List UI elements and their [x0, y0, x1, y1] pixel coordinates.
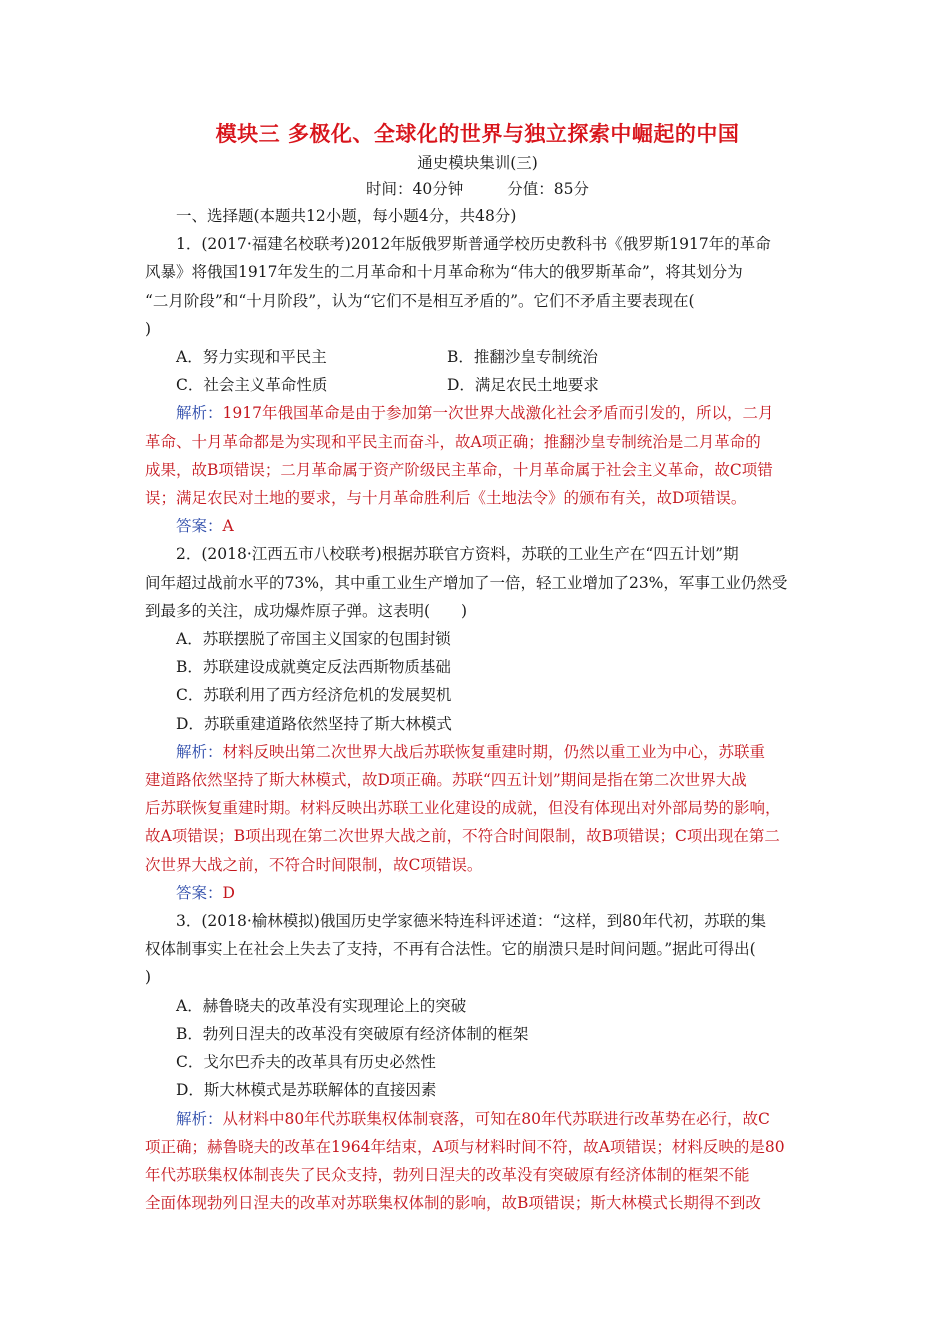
answer-label: 答案：	[176, 517, 223, 536]
analysis-line: 1917年俄国革命是由于参加第一次世界大战激化社会矛盾而引发的，所以，二月	[222, 404, 774, 423]
question-stem-line: 1．(2017·福建名校联考)2012年版俄罗斯普通学校历史教科书《俄罗斯1917年的革命	[176, 235, 771, 254]
answer-value: A	[222, 517, 234, 536]
analysis	[145, 1105, 810, 1133]
analysis-label: 解析：	[176, 1109, 223, 1128]
option-d: D．斯大林模式是苏联解体的直接因素	[176, 1081, 437, 1100]
option-row	[145, 343, 810, 371]
question-stem-line: “二月阶段”和“十月阶段”，认为“它们不是相互矛盾的”。它们不矛盾主要表现在(	[145, 291, 695, 310]
question-2	[145, 540, 810, 907]
analysis-line: 误；满足农民对土地的要求，与十月革命胜利后《土地法令》的颁布有关，故D项错误。	[145, 489, 747, 508]
option-b: B．推翻沙皇专制统治	[447, 348, 598, 367]
analysis-line: 后苏联恢复重建时期。材料反映出苏联工业化建设的成就，但没有体现出对外部局势的影响，	[145, 799, 781, 818]
question-stem-line: )	[145, 319, 152, 338]
analysis-label: 解析：	[176, 404, 223, 423]
question-stem-line: 权体制事实上在社会上失去了支持，不再有合法性。它的崩溃只是时间问题。”据此可得出(	[145, 940, 756, 959]
analysis-line: 建道路依然坚持了斯大林模式，故D项正确。苏联“四五计划”期间是指在第二次世界大战	[145, 771, 747, 790]
question-stem-line: )	[145, 968, 152, 987]
analysis-line: 故A项错误；B项出现在第二次世界大战之前，不符合时间限制，故B项错误；C项出现在第二	[145, 827, 780, 846]
exam-meta	[145, 176, 810, 202]
question-stem-line: 间年超过战前水平的73%，其中重工业生产增加了一倍，轻工业增加了23%，军事工业仍然受	[145, 573, 788, 592]
analysis-line: 从材料中80年代苏联集权体制衰落，可知在80年代苏联进行改革势在必行，故C	[222, 1109, 770, 1128]
analysis-line: 革命、十月革命都是为实现和平民主而奋斗，故A项正确；推翻沙皇专制统治是二月革命的	[145, 432, 761, 451]
question-3	[145, 907, 810, 1217]
answer-value: D	[222, 883, 235, 902]
analysis-line: 年代苏联集权体制丧失了民众支持，勃列日涅夫的改革没有突破原有经济体制的框架不能	[145, 1165, 750, 1184]
question-stem-line: 风暴》将俄国1917年发生的二月革命和十月革命称为“伟大的俄罗斯革命”，将其划分为	[145, 263, 743, 282]
option-a: A．努力实现和平民主	[176, 348, 327, 367]
option-row	[145, 371, 810, 399]
page-subtitle: 通史模块集训(三)	[417, 154, 538, 172]
analysis-line: 成果，故B项错误；二月革命属于资产阶级民主革命，十月革命属于社会主义革命，故C项错	[145, 460, 773, 479]
option-a: A．苏联摆脱了帝国主义国家的包围封锁	[176, 630, 451, 649]
option-c: C．社会主义革命性质	[176, 376, 328, 395]
option-d: D．苏联重建道路依然坚持了斯大林模式	[176, 714, 452, 733]
document-page	[145, 118, 810, 1217]
option-b: B．苏联建设成就奠定反法西斯物质基础	[176, 658, 451, 677]
option-a: A．赫鲁晓夫的改革没有实现理论上的突破	[176, 996, 467, 1015]
analysis	[145, 738, 810, 766]
question-stem-line: 3．(2018·榆林模拟)俄国历史学家德米特连科评述道：“这样，到80年代初，苏联的集	[176, 912, 766, 931]
time-limit: 时间：40分钟	[366, 180, 464, 198]
answer	[145, 512, 810, 540]
analysis-line: 全面体现勃列日涅夫的改革对苏联集权体制的影响，故B项错误；斯大林模式长期得不到改	[145, 1194, 761, 1213]
page-title: 模块三 多极化、全球化的世界与独立探索中崛起的中国	[215, 121, 740, 146]
question-stem-line: 到最多的关注，成功爆炸原子弹。这表明( )	[145, 601, 468, 620]
question-1	[145, 230, 810, 540]
option-b: B．勃列日涅夫的改革没有突破原有经济体制的框架	[176, 1024, 529, 1043]
analysis	[145, 399, 810, 427]
analysis-line: 材料反映出第二次世界大战后苏联恢复重建时期，仍然以重工业为中心，苏联重	[222, 742, 766, 761]
option-d: D．满足农民土地要求	[447, 376, 599, 395]
analysis-line: 次世界大战之前，不符合时间限制，故C项错误。	[145, 855, 483, 874]
analysis-line: 项正确；赫鲁晓夫的改革在1964年结束，A项与材料时间不符，故A项错误；材料反映的是80	[145, 1137, 785, 1156]
answer-label: 答案：	[176, 883, 223, 902]
option-c: C．戈尔巴乔夫的改革具有历史必然性	[176, 1053, 436, 1072]
option-c: C．苏联利用了西方经济危机的发展契机	[176, 686, 452, 705]
answer	[145, 879, 810, 907]
total-score: 分值：85分	[507, 180, 589, 198]
analysis-label: 解析：	[176, 742, 223, 761]
question-stem-line: 2．(2018·江西五市八校联考)根据苏联官方资料，苏联的工业生产在“四五计划”期	[176, 545, 739, 564]
section-heading: 一、选择题(本题共12小题，每小题4分，共48分)	[176, 207, 517, 225]
